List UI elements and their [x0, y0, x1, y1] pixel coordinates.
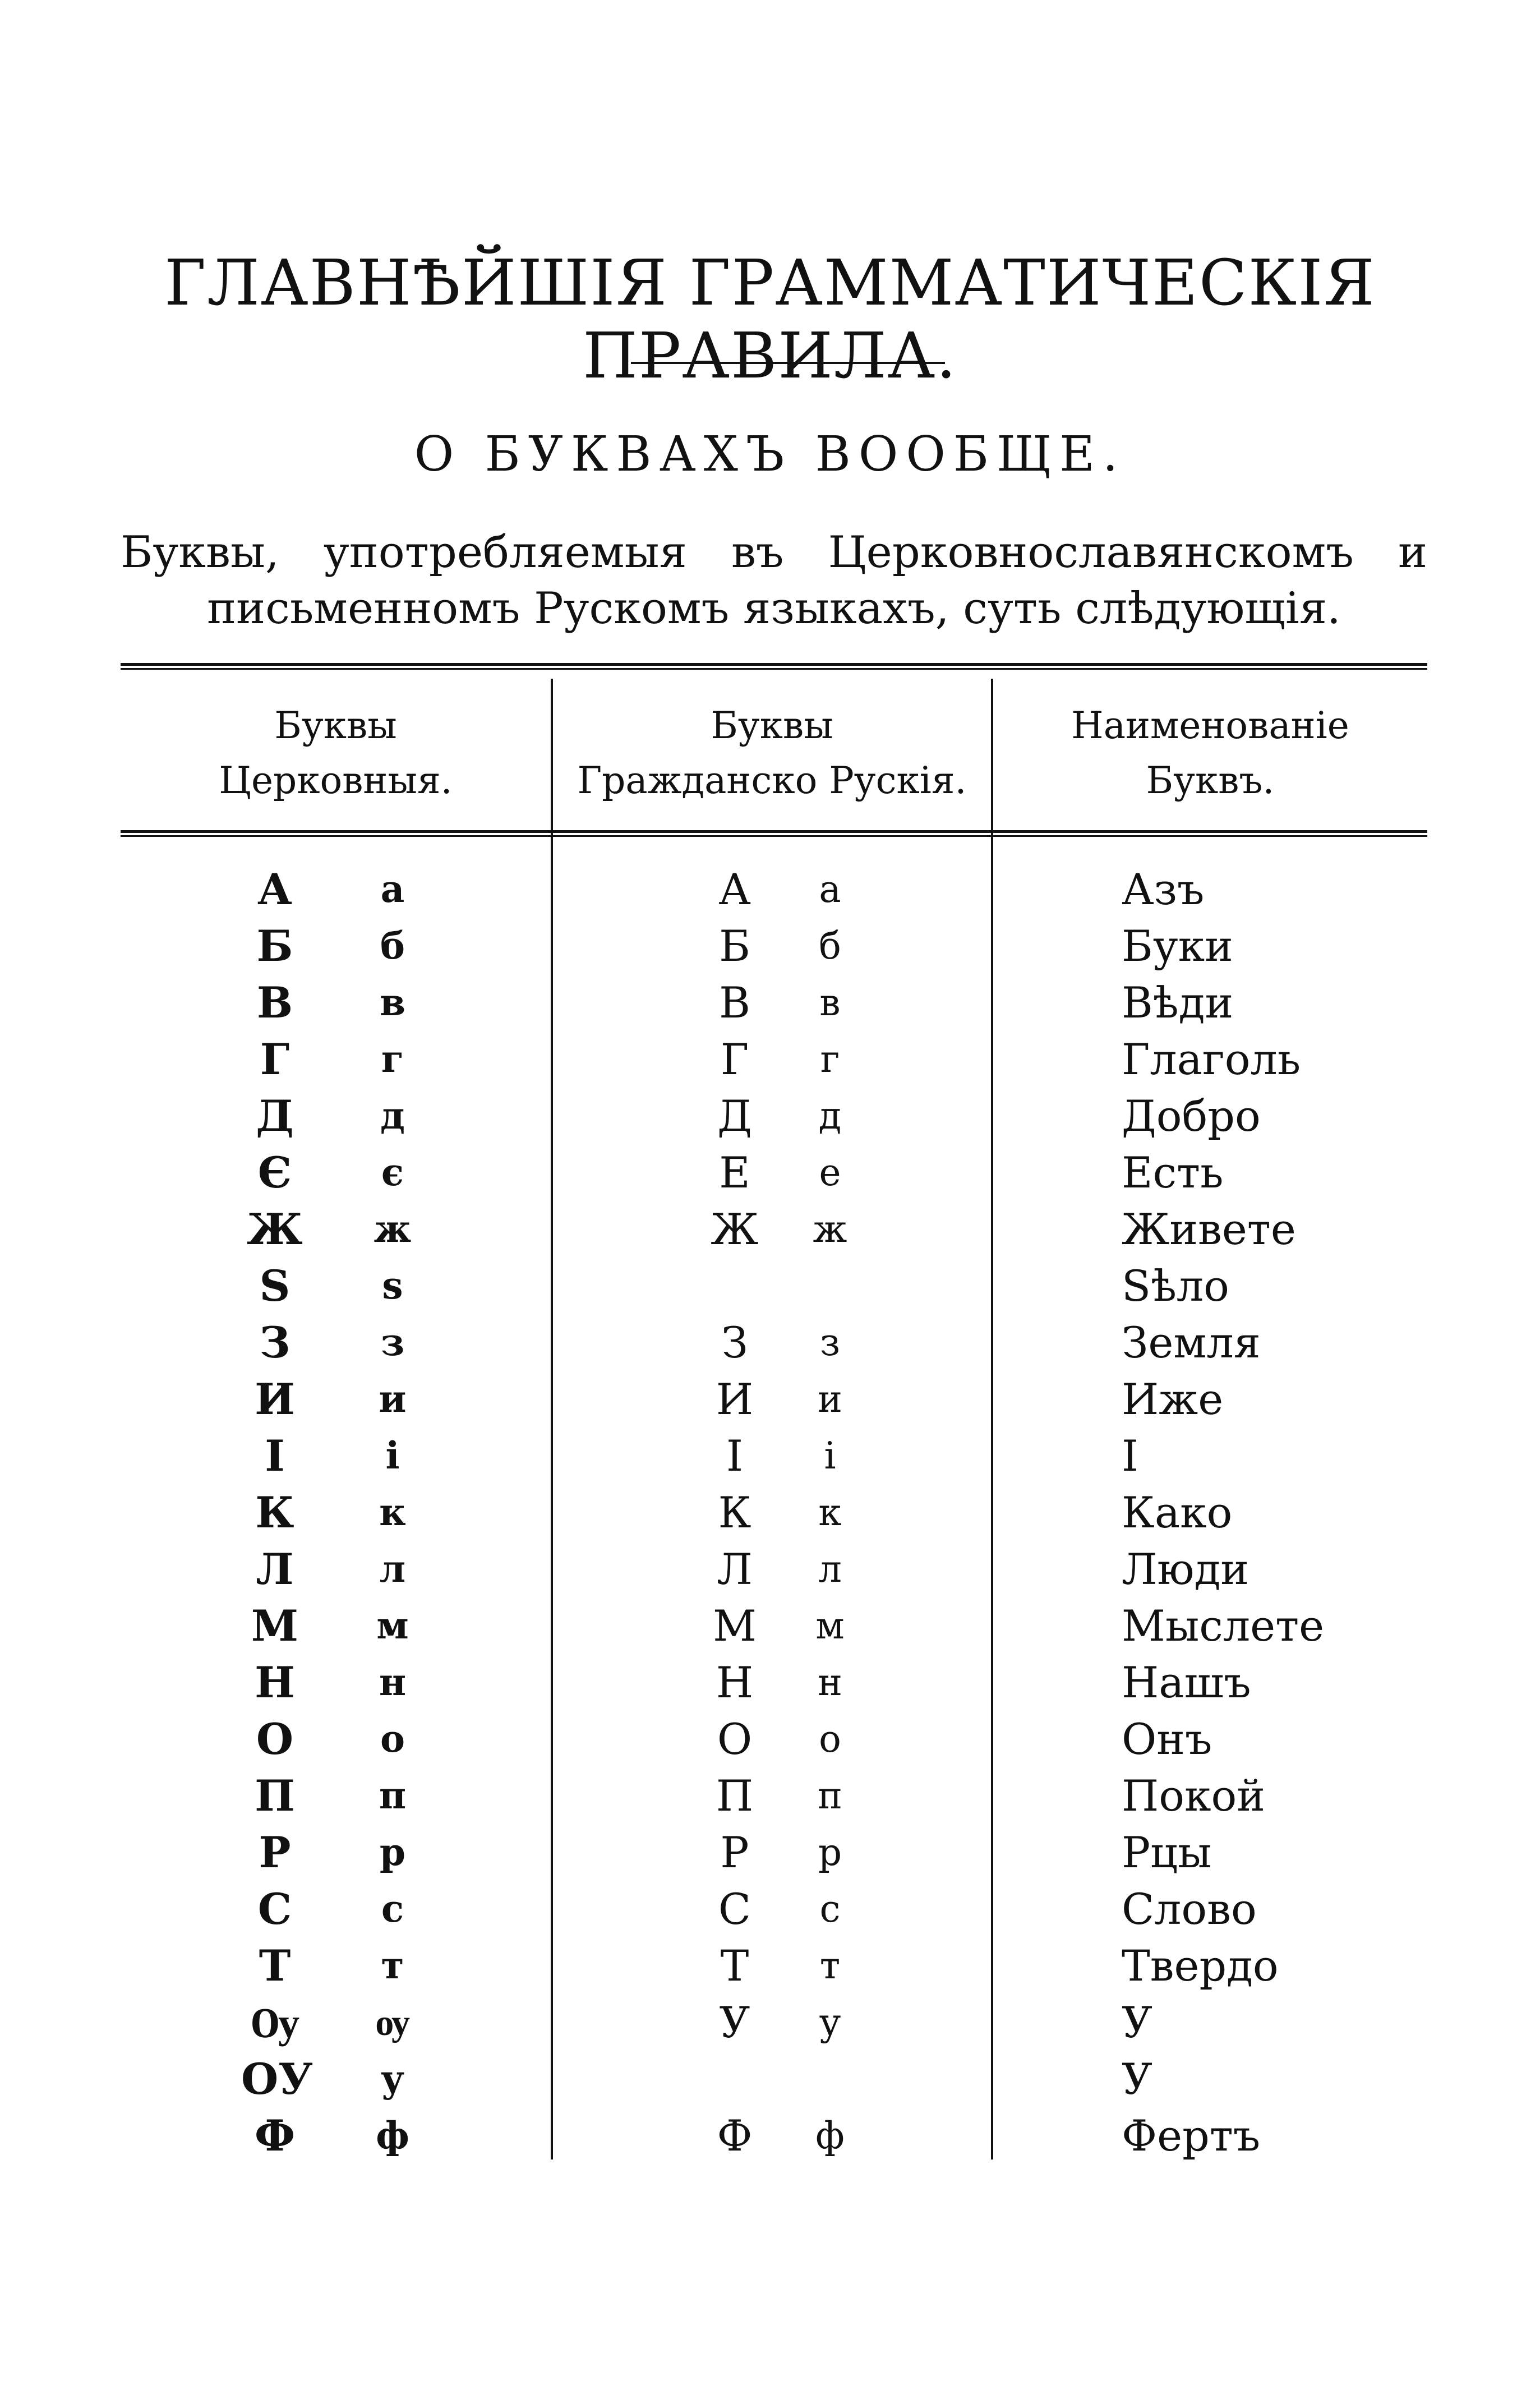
church-lowercase-letter: г: [381, 1037, 404, 1081]
header-civil-letters: Буквы Гражданско Рускія.: [577, 704, 967, 802]
civil-lowercase-letter: е: [819, 1151, 841, 1194]
letter-name: Люди: [1122, 1544, 1249, 1594]
letter-name: У: [1122, 1997, 1152, 2047]
church-lowercase-letter: ж: [374, 1207, 412, 1251]
church-uppercase-letter: Ѕ: [259, 1261, 291, 1311]
church-uppercase-letter: Д: [256, 1091, 294, 1141]
letter-name: Есть: [1122, 1148, 1224, 1198]
table-row: [0, 1711, 1540, 1767]
table-row: [0, 1201, 1540, 1258]
civil-lowercase-letter: у: [819, 2001, 841, 2044]
civil-uppercase-letter: М: [713, 1601, 757, 1651]
table-row: [0, 1824, 1540, 1881]
civil-lowercase-letter: ф: [815, 2114, 845, 2157]
letter-name: Рцы: [1122, 1827, 1212, 1877]
church-uppercase-letter: Р: [259, 1827, 291, 1877]
church-uppercase-letter: Б: [256, 921, 293, 971]
table-row: [0, 1258, 1540, 1314]
church-uppercase-letter: Л: [256, 1544, 294, 1594]
intro-paragraph: Буквы, употребляемыя въ Церковнославянскомъ и письменномъ Рускомъ языкахъ, суть слѣдующія.: [121, 527, 1427, 634]
title-divider: [631, 362, 945, 364]
church-lowercase-letter: к: [379, 1490, 406, 1534]
civil-lowercase-letter: в: [819, 981, 841, 1024]
church-lowercase-letter: т: [381, 1944, 404, 1987]
table-row: [0, 918, 1540, 974]
table-row: [0, 861, 1540, 918]
church-lowercase-letter: є: [381, 1150, 404, 1194]
civil-uppercase-letter: И: [716, 1374, 754, 1424]
civil-lowercase-letter: р: [818, 1831, 842, 1874]
church-lowercase-letter: б: [380, 924, 405, 968]
civil-lowercase-letter: ж: [813, 1208, 847, 1251]
civil-lowercase-letter: п: [818, 1774, 842, 1817]
table-row: [0, 1654, 1540, 1711]
civil-uppercase-letter: Ф: [717, 2111, 753, 2161]
letter-name: Земля: [1122, 1318, 1261, 1367]
church-uppercase-letter: И: [255, 1374, 295, 1424]
church-lowercase-letter: а: [380, 867, 405, 911]
church-uppercase-letter: З: [259, 1318, 291, 1367]
letter-name: Како: [1122, 1488, 1233, 1537]
civil-lowercase-letter: г: [820, 1038, 840, 1081]
civil-uppercase-letter: Р: [720, 1827, 749, 1877]
church-lowercase-letter: у: [380, 2057, 405, 2101]
civil-uppercase-letter: Б: [719, 921, 750, 971]
letter-name: Слово: [1122, 1884, 1257, 1934]
page-title: ГЛАВНѢЙШІЯ ГРАММАТИЧЕСКІЯ ПРАВИЛА.: [164, 247, 1376, 393]
civil-uppercase-letter: А: [718, 864, 751, 914]
letter-name: Добро: [1122, 1091, 1261, 1141]
letter-name: Твердо: [1122, 1941, 1279, 1991]
church-lowercase-letter: п: [379, 1774, 407, 1817]
letter-name: Живете: [1122, 1204, 1296, 1254]
church-uppercase-letter: Т: [259, 1941, 291, 1991]
church-uppercase-letter: ОУ: [241, 2054, 313, 2104]
table-row: [0, 1428, 1540, 1484]
church-lowercase-letter: д: [380, 1094, 405, 1138]
civil-uppercase-letter: Г: [720, 1034, 749, 1084]
civil-lowercase-letter: о: [819, 1717, 841, 1761]
civil-lowercase-letter: з: [820, 1321, 840, 1364]
table-row: [0, 974, 1540, 1031]
letter-name: Мыслете: [1122, 1601, 1325, 1651]
letter-name: Буки: [1122, 921, 1233, 971]
letter-name: Иже: [1122, 1374, 1224, 1424]
table-row: [0, 1144, 1540, 1201]
church-lowercase-letter: л: [379, 1547, 406, 1591]
church-uppercase-letter: Г: [260, 1034, 290, 1084]
civil-uppercase-letter: Е: [719, 1148, 750, 1198]
section-title: О БУКВАХЪ ВООБЩЕ.: [414, 426, 1126, 482]
civil-lowercase-letter: с: [819, 1887, 841, 1931]
church-uppercase-letter: О: [256, 1714, 294, 1764]
church-lowercase-letter: н: [379, 1660, 407, 1704]
table-row: [0, 2051, 1540, 2107]
church-uppercase-letter: Ф: [254, 2111, 296, 2161]
letter-name: Онъ: [1122, 1714, 1212, 1764]
letter-name: Вѣди: [1122, 978, 1234, 1028]
civil-lowercase-letter: н: [818, 1661, 842, 1704]
civil-uppercase-letter: У: [719, 1997, 750, 2047]
church-uppercase-letter: І: [265, 1431, 285, 1481]
civil-uppercase-letter: Т: [720, 1941, 749, 1991]
letter-name: Нашъ: [1122, 1657, 1251, 1707]
civil-uppercase-letter: З: [721, 1318, 748, 1367]
civil-uppercase-letter: О: [717, 1714, 753, 1764]
table-row: [0, 1484, 1540, 1541]
letter-name: Ѕѣло: [1122, 1261, 1229, 1311]
civil-lowercase-letter: а: [819, 868, 841, 911]
header-letter-names: Наименованіе Буквъ.: [1071, 704, 1349, 802]
church-lowercase-letter: р: [379, 1830, 406, 1874]
civil-lowercase-letter: б: [819, 924, 841, 968]
letter-name: У: [1122, 2054, 1152, 2104]
table-row: [0, 1994, 1540, 2051]
church-uppercase-letter: В: [256, 978, 293, 1028]
civil-uppercase-letter: К: [718, 1488, 751, 1537]
letter-name: І: [1122, 1431, 1139, 1481]
civil-uppercase-letter: Д: [717, 1091, 752, 1141]
civil-uppercase-letter: П: [716, 1771, 754, 1821]
table-row: [0, 1937, 1540, 1994]
church-lowercase-letter: м: [376, 1604, 409, 1647]
table-row: [0, 1314, 1540, 1371]
table-header-rule: [121, 830, 1427, 837]
civil-uppercase-letter: С: [718, 1884, 751, 1934]
church-uppercase-letter: М: [251, 1601, 299, 1651]
letter-name: Глаголь: [1122, 1034, 1301, 1084]
civil-uppercase-letter: І: [726, 1431, 744, 1481]
church-lowercase-letter: ф: [376, 2113, 409, 2157]
church-lowercase-letter: ѹ: [375, 2000, 410, 2044]
church-uppercase-letter: С: [257, 1884, 292, 1934]
table-row: [0, 1088, 1540, 1144]
church-uppercase-letter: А: [257, 864, 292, 914]
letter-name: Фертъ: [1122, 2111, 1261, 2161]
church-lowercase-letter: о: [380, 1717, 405, 1761]
church-uppercase-letter: Ж: [247, 1204, 303, 1254]
table-row: [0, 1767, 1540, 1824]
church-uppercase-letter: Ѹ: [250, 1997, 299, 2047]
civil-lowercase-letter: т: [819, 1944, 841, 1987]
church-uppercase-letter: Є: [257, 1148, 292, 1198]
church-uppercase-letter: Н: [255, 1657, 295, 1707]
table-row: [0, 2107, 1540, 2164]
church-lowercase-letter: с: [381, 1887, 404, 1931]
civil-lowercase-letter: м: [815, 1604, 845, 1647]
church-lowercase-letter: з: [380, 1320, 405, 1364]
church-uppercase-letter: К: [255, 1488, 294, 1537]
table-row: [0, 1031, 1540, 1088]
civil-uppercase-letter: Н: [716, 1657, 754, 1707]
church-lowercase-letter: и: [379, 1377, 407, 1421]
table-row: [0, 1541, 1540, 1597]
church-lowercase-letter: ѕ: [382, 1264, 403, 1307]
church-uppercase-letter: П: [255, 1771, 295, 1821]
table-row: [0, 1881, 1540, 1937]
header-church-letters: Буквы Церковныя.: [219, 704, 453, 802]
letter-name: Азъ: [1122, 864, 1205, 914]
church-lowercase-letter: і: [385, 1434, 400, 1477]
civil-lowercase-letter: і: [824, 1434, 836, 1477]
table-top-rule: [121, 663, 1427, 670]
civil-uppercase-letter: Л: [717, 1544, 753, 1594]
letter-name: Покой: [1122, 1771, 1265, 1821]
church-lowercase-letter: в: [380, 980, 405, 1024]
civil-lowercase-letter: л: [818, 1548, 842, 1591]
table-row: [0, 1371, 1540, 1428]
civil-uppercase-letter: В: [719, 978, 750, 1028]
civil-uppercase-letter: Ж: [711, 1204, 759, 1254]
table-row: [0, 1597, 1540, 1654]
civil-lowercase-letter: д: [818, 1094, 842, 1138]
civil-lowercase-letter: к: [818, 1491, 842, 1534]
civil-lowercase-letter: и: [818, 1378, 842, 1421]
